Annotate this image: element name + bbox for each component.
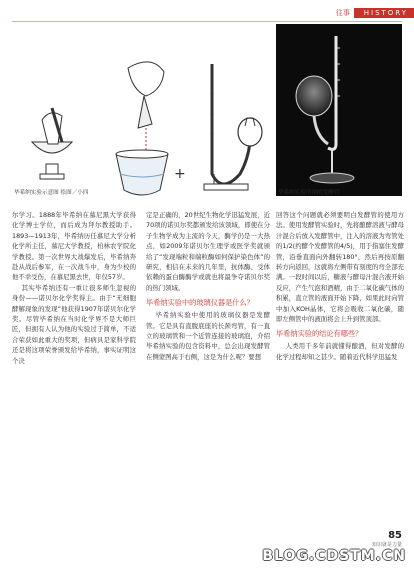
plus-sign: + xyxy=(174,166,186,182)
subheading-conclusions: 毕希纳实验的结论有哪些？ xyxy=(276,329,363,339)
paragraph: 尔学习。1888年毕希纳在慕尼黑大学获得化学博士学位，而后成为拜尔教授助手。1893—1913年，毕希纳历任慕尼大学分析化学所主任，慕尼大学教授，柏林农学院化学教授。第一次世界大战爆发后，毕希纳奔赴从战后参军，在一次战斗中，身为少校的他不幸受伤，在慕尼黑去世，年仅57岁。 xyxy=(12,211,136,282)
pouring-hand-drawing xyxy=(116,62,168,195)
paragraph: 定是正确的，20世纪生物化学迅猛发展，近70项的诺贝尔奖都颁发给该领域，即使在分子生物学成为主流的今天，酶学仍是一大热点，如2009年诺贝尔生理学或医学奖就颁给了“发现端粒和端粒酶如何保护染色体”的研究，相信在未来的几年里，抗体酶、受体依赖的蛋白酶酶学或就也将最争夺诺贝尔奖的热门领域。 xyxy=(146,211,270,292)
paragraph: 人类用千多年前就懂得酿酒，但对发酵的化学过程却知之甚少。随着近代科学迅猛发 xyxy=(276,342,404,361)
text-column-2 xyxy=(146,210,270,362)
text-column-3 xyxy=(276,210,404,362)
page-number: 85 xyxy=(388,530,402,541)
photo-caption: 毕希纳实验所用的发酵管 xyxy=(278,190,340,196)
experiment-illustration xyxy=(12,24,270,204)
mortar-pestle-drawing xyxy=(32,108,72,179)
subheading-glassware: 毕希纳实验中的玻璃仪器是什么？ xyxy=(146,298,254,308)
section-category: 往事 xyxy=(335,9,350,17)
header-rule xyxy=(12,21,402,22)
magazine-name: 知识就是力量 xyxy=(371,542,402,548)
page-footer xyxy=(372,530,402,548)
paragraph: 回答这个问题就必须要明白发酵管的使用方法。使用发酵管实验时，先将酿酵溶液与酵母汁混合后放入发酵管中，注入的溶液为弯管处的1/2(约酵个发酵管的4/5)，用于指塞住发酵管，沿垂直面向外翻转180°，然后再按原翻转方向返回，这就将左侧带有刻度的弯全部充满。一段时间以后，糖液与酵母汁混合液开始反应，产生气泡和酒精，由于二氧化碳气体的积累，直立管的液面开始下降，如果此时向管中加入KOH晶体，它将会吸收二氧化碳，随即左侧管中的液面将会上升到管顶部。 xyxy=(276,211,404,324)
fermentation-tube-photo xyxy=(276,24,402,196)
paragraph: 毕希纳实验中使用的玻璃仪器是发酵管。它是具有直腹底座的长颈弯管，有一直立的玻璃管和一个近管连接的玻璃泡，介绍毕希纳实验的包含资料中，总会出现发酵管在侧蒙图高于右侧，这是为什么呢？要想 xyxy=(146,311,270,361)
section-header xyxy=(336,7,414,19)
fermentation-tube-drawing xyxy=(204,64,262,190)
section-band: HISTORY xyxy=(354,8,414,18)
watermark: BLOG.CDSTM.CN xyxy=(262,548,406,564)
illustration-caption: 毕希纳实验示意图 绘图／小四 xyxy=(14,190,89,196)
paragraph: 其实毕希纳还有一重让很多师生忽视的身份——诺贝尔化学奖得主。由于“无细胞酵解现象的发现”他获得1907年诺贝尔化学奖。尽管毕希纳在当时化学界不是大师巨匠，但拥有人认为他的实验过于简单，不适合荣获如此重大的奖项，但病具是家科学院还是将这项荣誉颁发给毕希纳，事实证明这个决 xyxy=(12,283,136,365)
text-column-1 xyxy=(12,210,136,366)
